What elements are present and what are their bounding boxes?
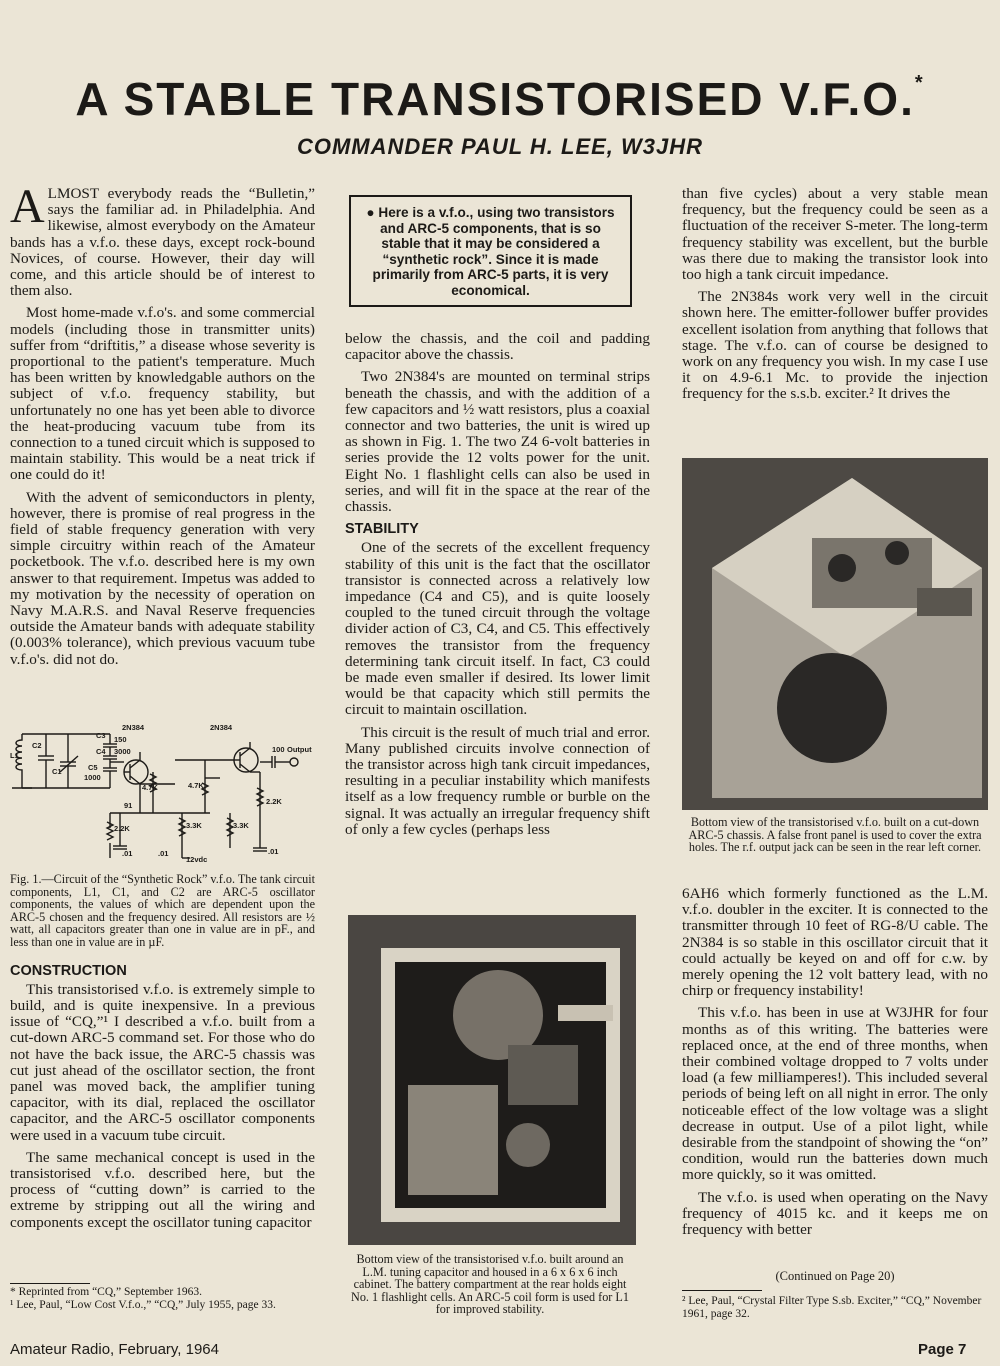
paragraph: Most home-made v.f.o's. and some commercial models (including those in transmitter units) suffer from “driftitis,” a disease whose severity is proportional to the patient's temperature. Much has been written by knowledgable authors on the subject of v.f.o. frequency stability, but unfortunately no one has yet been able to divorce the heat-producing vacuum tube from its connection to a tuned circuit which is supposed to maintain stability. This would be a neat trick if one could do it! <box>10 304 315 484</box>
figure-1-caption: Fig. 1.—Circuit of the “Synthetic Rock” v.f.o. The tank circuit components, L1, C1, and C2 are ARC-5 oscillator components, the values of which are dependent upon the ARC-5 chosen and the frequency desired. All resistors are ½ watt, all capacitors greater than one in value are in pF., and less than one in value are in µF. <box>10 872 315 949</box>
section-heading-construction: CONSTRUCTION <box>10 962 127 979</box>
title-footnote-mark: * <box>914 72 925 94</box>
r33a-label: 3.3K <box>186 821 202 830</box>
c5-value: 1000 <box>84 773 101 782</box>
paragraph: The v.f.o. is used when operating on the Navy frequency of 4015 kc. and it keeps me on frequency with better <box>682 1188 988 1239</box>
footnotes-col1 <box>10 1286 315 1312</box>
column-2 <box>345 331 650 844</box>
photo-caption-chassis: Bottom view of the transistorised v.f.o. built on a cut-down ARC-5 chassis. A false front panel is used to cover the extra holes. The r.f. output jack can be seen in the rear left corner. <box>688 815 982 855</box>
article-title <box>0 72 1000 126</box>
paragraph-intro-text: LMOST everybody reads the “Bulletin,” says the familiar ad. in Philadelphia. And likewise, almost everybody on the Amateur bands has a v.f.o. these days, except rock-bound Novices, of course. However, their day will come, and this article should be of interest to them also. <box>10 185 315 300</box>
title-text: A STABLE TRANSISTORISED V.F.O. <box>75 73 915 125</box>
paragraph: This circuit is the result of much trial and error. Many published circuits involve connection of the transistor across high tank circuit impedances, resulting in a peculiar instability which manifests itself as a low frequency rumble or burble on the signal. It was actually an irregular frequency shift of only a few cycles (perhaps less <box>345 723 650 838</box>
q2-label: 2N384 <box>210 723 233 732</box>
c01c-label: .01 <box>268 847 279 856</box>
c01a-label: .01 <box>122 849 133 858</box>
footnote-1: ¹ Lee, Paul, “Low Cost V.f.o.,” “CQ,” July 1955, page 33. <box>10 1299 276 1311</box>
continued-note: (Continued on Page 20) <box>775 1269 895 1283</box>
summary-box: ● Here is a v.f.o., using two transistors and ARC-5 components, that is so stable that it may be considered a “synthetic rock”. Since it is made primarily from ARC-5 parts, it is very economical. <box>349 195 632 307</box>
r47b-label: 4.7K <box>188 781 204 790</box>
paragraph: The same mechanical concept is used in the transistorised v.f.o. described here, but the process of “cutting down” is carried to the extreme by stripping out all the wiring and components except the oscillator tuning capacitor <box>10 1148 315 1231</box>
footnote-rule-col3 <box>682 1290 762 1291</box>
footer-page-number: Page 7 <box>918 1341 967 1358</box>
paragraph: One of the secrets of the excellent frequency stability of this unit is the fact that the oscillator transistor is connected across a relatively low impedance (C4 and C5), and is quite loosely coupled to the tuned circuit through the voltage divider action of C3, C4, and C5. This effectively removes the transistor from the frequency determining tank circuit itself. In fact, C3 could be made even smaller if desired. Its lower limit would be that capacity which still permits the circuit to maintain oscillation. <box>345 539 650 719</box>
c5-label: C5 <box>88 763 98 772</box>
circuit-schematic <box>10 718 315 868</box>
section-heading-stability: STABILITY <box>345 521 419 538</box>
c3-value: 150 <box>114 735 127 744</box>
output-cap-label: 100 <box>272 745 285 754</box>
r33b-label: 3.3K <box>233 821 249 830</box>
author-byline: COMMANDER PAUL H. LEE, W3JHR <box>296 134 704 159</box>
paragraph: Two 2N384's are mounted on terminal strips beneath the chassis, and with the addition of a few capacitors and ½ watt resistors, plus a coaxial connector and two batteries, the unit is wired up as shown in Fig. 1. The two Z4 6-volt batteries in series provide the 12 volts power for the unit. Eight No. 1 flashlight cells can also be used in series, and will fit in the space at the rear of the chassis. <box>345 368 650 516</box>
c1-label: C1 <box>52 767 62 776</box>
c3-label: C3 <box>96 731 106 740</box>
paragraph: than five cycles) about a very stable mean frequency, but the frequency could be seen as a fluctuation of the receiver S-meter. The long-term frequency stability was excellent, but the burble was there due to making the transistor look into too high a tank circuit impedance. <box>682 185 988 284</box>
paragraph: below the chassis, and the coil and padding capacitor above the chassis. <box>345 330 650 364</box>
output-label: Output <box>287 745 312 754</box>
c01b-label: .01 <box>158 849 169 858</box>
column-1 <box>10 180 315 674</box>
paragraph: With the advent of semiconductors in plenty, however, there is promise of real progress in the field of stable frequency generation with very simple circuitry within reach of the Amateur pocketbook. The v.f.o. described here is my own answer to that requirement. Impetus was added to my motivation by the necessity of operation on Navy M.A.R.S. and Naval Reserve frequencies outside the Amateur bands with adequate stability (0.003% tolerance), which previous vacuum tube v.f.o's. did not do. <box>10 488 315 668</box>
column-3-lower <box>682 886 988 1244</box>
l1-label: L1 <box>10 751 19 760</box>
footer-publication: Amateur Radio, February, 1964 <box>10 1341 219 1358</box>
footnote-reprint: * Reprinted from “CQ,” September 1963. <box>10 1286 202 1298</box>
r47a-label: 4.7K <box>142 783 158 792</box>
c2-label: C2 <box>32 741 42 750</box>
column-3 <box>682 186 988 409</box>
paragraph: This v.f.o. has been in use at W3JHR for four months as of this writing. The batteries were replaced once, at the end of three months, when their combined voltage dropped to 7 volts under load (a few milliamperes!). This included several periods of being left on all night in error. The only noticeable effect of the low voltage was a slight decrease in output. Use of a pilot light, while desirable from the standpoint of showing the “on” condition, would run the batteries down much more quickly, so it was omitted. <box>682 1004 988 1184</box>
battery-label: 12vdc <box>186 855 208 864</box>
r22b-label: 2.2K <box>114 824 130 833</box>
photo-bottom-view-cabinet <box>348 915 636 1245</box>
paragraph: 6AH6 which formerly functioned as the L.M. v.f.o. doubler in the exciter. It is connected to the transmitter through 10 feet of RG-8/U cable. The 2N384 is so stable in this oscillator circuit that it could actually be keyed on and off for c.w. by merely opening the 12 volt battery lead, with no chirp or frequency instability! <box>682 885 988 1000</box>
c4-value: 3000 <box>114 747 131 756</box>
drop-cap: A <box>10 180 45 233</box>
cap91-label: 91 <box>124 801 133 810</box>
column-1-lower <box>10 873 315 1237</box>
paragraph: This transistorised v.f.o. is extremely simple to build, and is quite inexpensive. In a previous issue of “CQ,”¹ I described a v.f.o. built from a cut-down ARC-5 command set. For those who do not have the back issue, the ARC-5 chassis was cut just ahead of the oscillator section, the front panel was moved back, the amplifier tuning capacitor, with its dial, replaced the oscillator capacitor, and the ARC-5 oscillator components were used in a vacuum tube circuit. <box>10 980 315 1144</box>
r22a-label: 2.2K <box>266 797 282 806</box>
footnote-rule <box>10 1283 90 1284</box>
photo-bottom-view-chassis <box>682 458 988 810</box>
paragraph: The 2N384s work very well in the circuit shown here. The emitter-follower buffer provides excellent isolation from anything that follows that stage. The v.f.o. can of course be designed to work on any frequency you wish. In my case I use it on 4.9-6.1 Mc. to provide the injection frequency for the s.s.b. exciter.² It drives the <box>682 288 988 403</box>
photo-caption-cabinet: Bottom view of the transistorised v.f.o. built around an L.M. tuning capacitor and housed in a 6 x 6 x 6 inch cabinet. The battery compartment at the rear holds eight No. 1 flashlight cells. An ARC-5 coil form is used for L1 for improved stability. <box>351 1252 629 1317</box>
footnote-2: ² Lee, Paul, “Crystal Filter Type S.sb. Exciter,” “CQ,” November 1961, page 32. <box>682 1295 982 1320</box>
paragraph-intro <box>10 180 315 300</box>
q1-label: 2N384 <box>122 723 145 732</box>
c4-label: C4 <box>96 747 106 756</box>
